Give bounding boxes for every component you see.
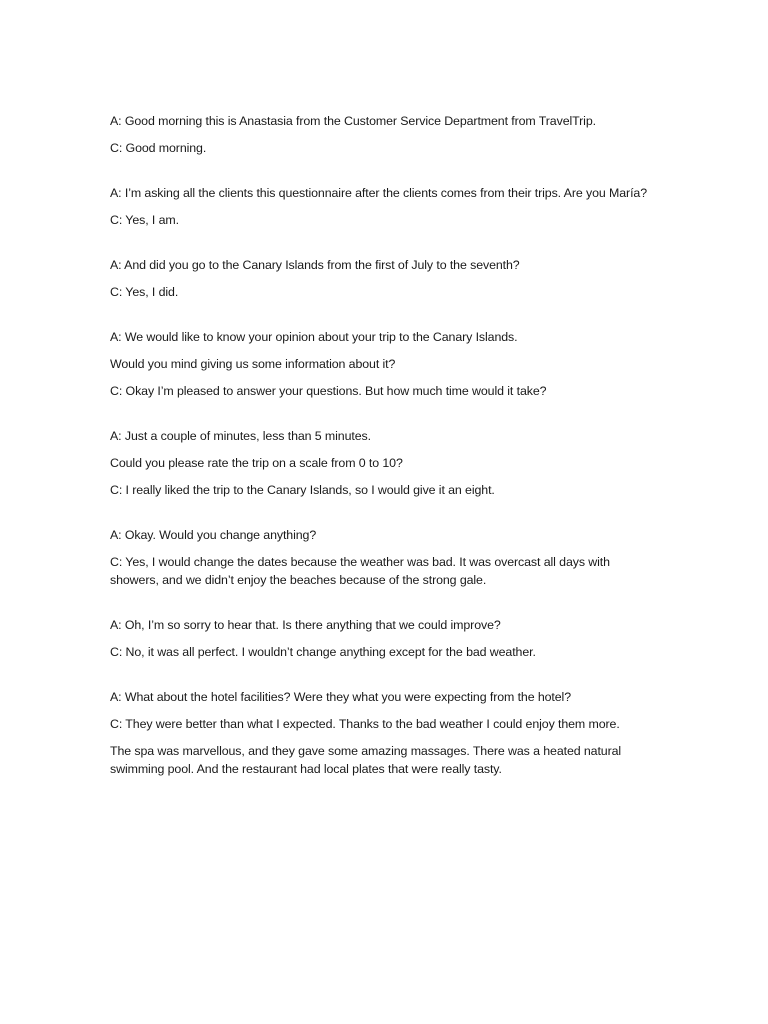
paragraph-hotel-client: C: They were better than what I expected. Thanks to the bad weather I could enjoy them more. xyxy=(110,717,620,731)
paragraph-duration-agent: A: Just a couple of minutes, less than 5 minutes. xyxy=(110,429,371,443)
paragraph-gap xyxy=(110,409,660,427)
paragraph-gap xyxy=(110,508,660,526)
paragraph-gap xyxy=(110,598,660,616)
paragraph-greeting-client: C: Good morning. xyxy=(110,141,207,155)
paragraph-time-client: C: Okay I’m pleased to answer your questions. But how much time would it take? xyxy=(110,384,547,398)
paragraph-gap xyxy=(110,238,660,256)
paragraph-improve-client: C: No, it was all perfect. I wouldn’t change anything except for the bad weather. xyxy=(110,645,536,659)
paragraph-gap xyxy=(110,670,660,688)
paragraph-dates-agent: A: And did you go to the Canary Islands from the first of July to the seventh? xyxy=(110,258,520,272)
dialogue-body xyxy=(110,112,660,787)
paragraph-opinion-agent: A: We would like to know your opinion about your trip to the Canary Islands. xyxy=(110,330,518,344)
paragraph-facilities-client: The spa was marvellous, and they gave some amazing massages. There was a heated natural swimming pool. And the restaurant had local plates that were really tasty. xyxy=(110,744,622,776)
paragraph-improve-agent: A: Oh, I’m so sorry to hear that. Is there anything that we could improve? xyxy=(110,618,501,632)
paragraph-gap xyxy=(110,166,660,184)
paragraph-hotel-agent: A: What about the hotel facilities? Were they what you were expecting from the hotel? xyxy=(110,690,571,704)
paragraph-change-client: C: Yes, I would change the dates because the weather was bad. It was overcast all days with showers, and we didn’t enjoy the beaches because of the strong gale. xyxy=(110,555,610,587)
paragraph-greeting-agent: A: Good morning this is Anastasia from the Customer Service Department from TravelTrip. xyxy=(110,114,596,128)
paragraph-information-agent: Would you mind giving us some information about it? xyxy=(110,357,396,371)
paragraph-change-agent: A: Okay. Would you change anything? xyxy=(110,528,317,542)
paragraph-rating-client: C: I really liked the trip to the Canary Islands, so I would give it an eight. xyxy=(110,483,495,497)
paragraph-rating-agent: Could you please rate the trip on a scale from 0 to 10? xyxy=(110,456,403,470)
paragraph-questionnaire-agent: A: I’m asking all the clients this questionnaire after the clients comes from their trips. Are you María? xyxy=(110,186,647,200)
paragraph-identity-client: C: Yes, I am. xyxy=(110,213,179,227)
paragraph-gap xyxy=(110,310,660,328)
paragraph-dates-client: C: Yes, I did. xyxy=(110,285,179,299)
